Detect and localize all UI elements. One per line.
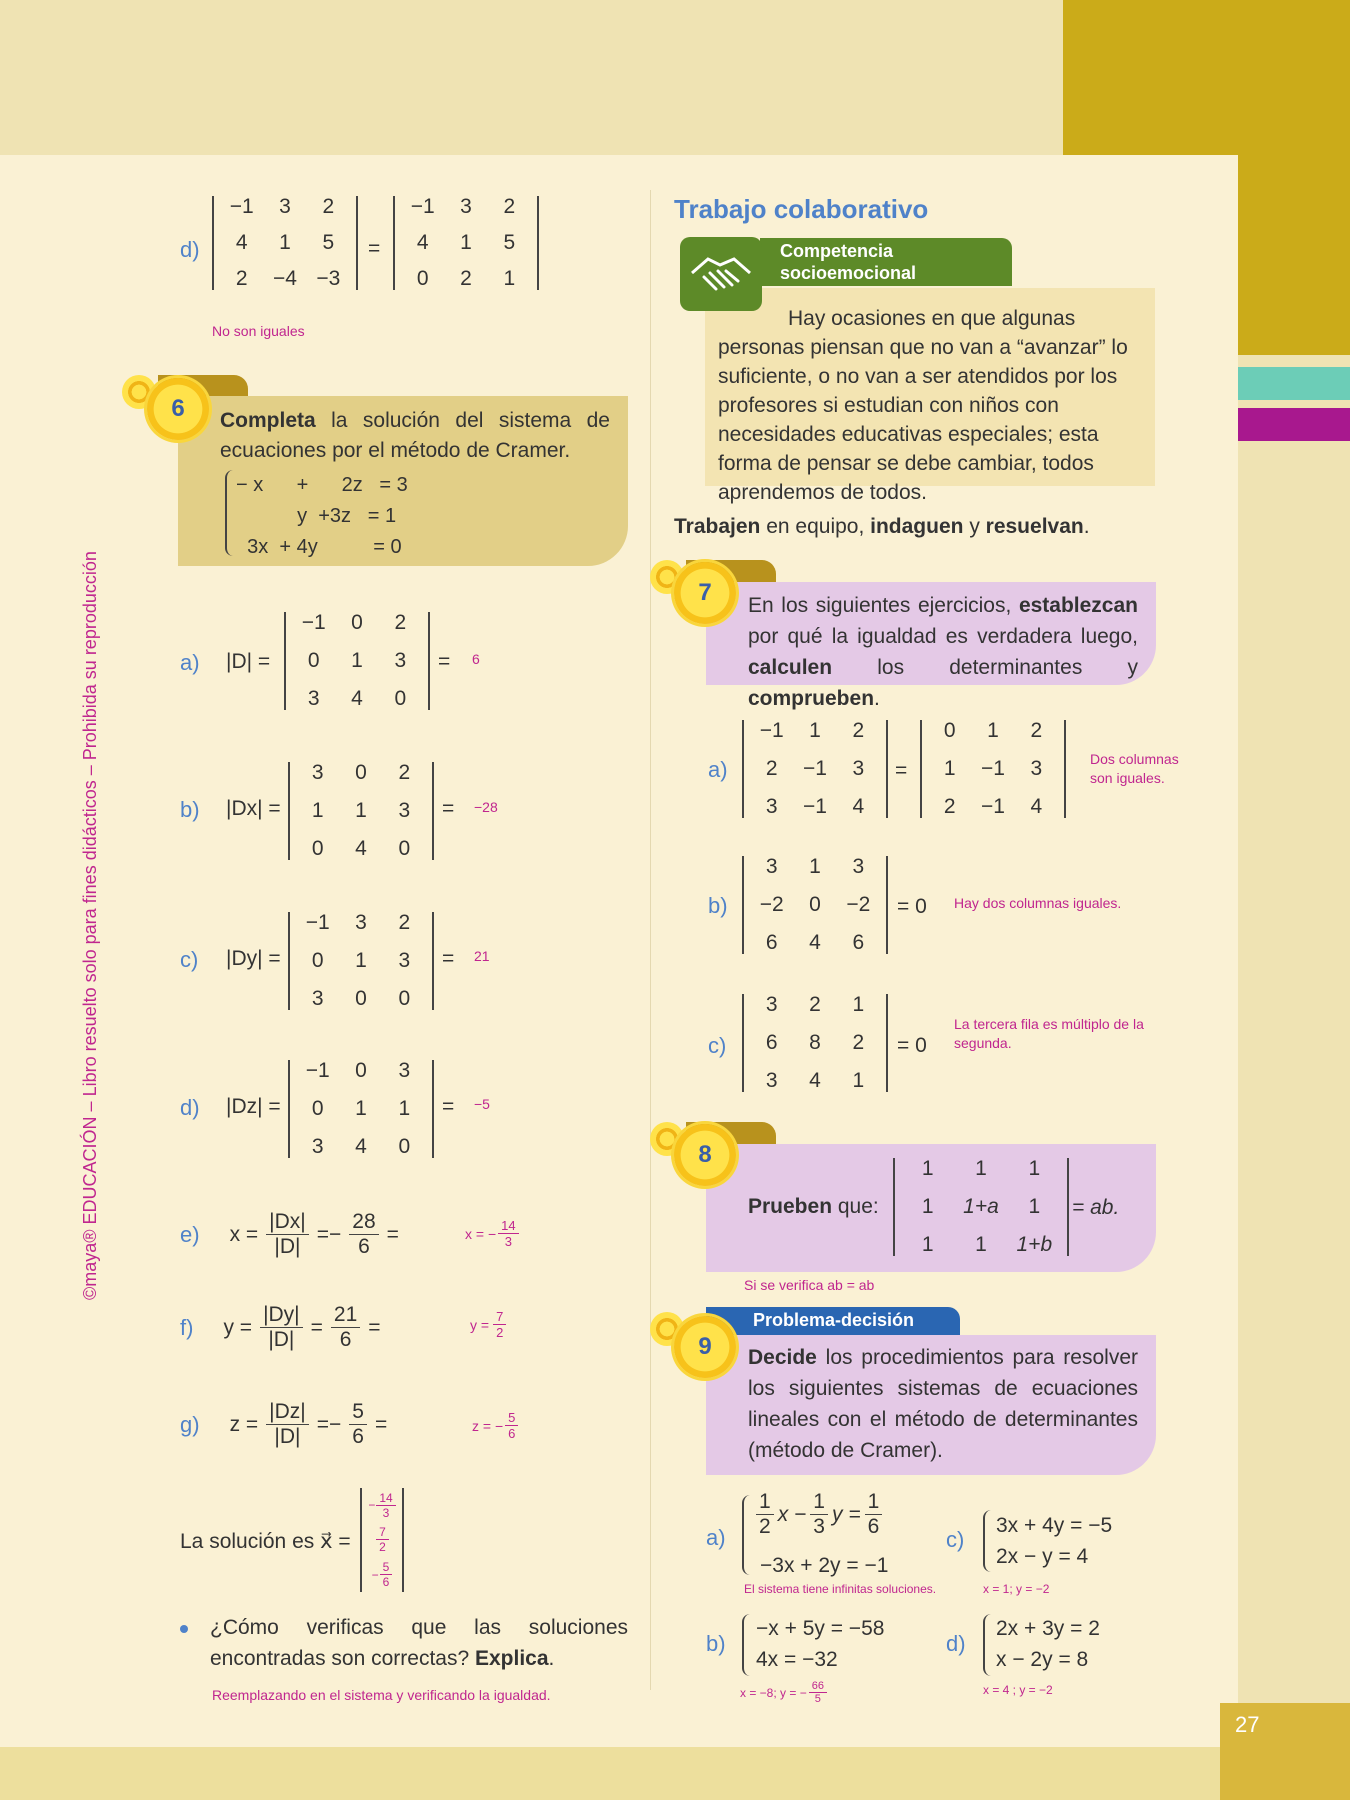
ex6-c-answer: 21 xyxy=(474,948,490,964)
equals: = xyxy=(442,1095,455,1118)
ex7-text: En los siguientes ejercicios, establezcan por qué la igualdad es verdadera luego, calculen los determinantes y comprueben. xyxy=(748,594,1138,710)
ex6-a-matrix: −1 0 2 0 1 3 3 4 0 xyxy=(284,612,430,710)
ex9-text: Decide los procedimientos para resolver los siguientes sistemas de ecuaciones lineales con el método de determinantes (método de Cramer). xyxy=(748,1346,1138,1462)
ex9-number: 9 xyxy=(674,1316,736,1378)
matrix-left: −1 3 2 4 1 5 2 −4 −3 xyxy=(212,196,358,290)
ex6-c-lhs: |Dy| = xyxy=(226,947,281,970)
ex9-a-eq1: $\frac{1}{2}$ x − $\frac{1}{3}$ y = $\frac{1}{6}$ xyxy=(756,1490,882,1539)
page-number: 27 xyxy=(1235,1712,1260,1737)
collab-title: Trabajo colaborativo xyxy=(674,194,929,224)
magenta-tab xyxy=(1238,408,1350,441)
brace xyxy=(983,1510,993,1572)
system-brace xyxy=(225,470,235,556)
ex7-c-matrix: 3 2 1 6 8 2 3 4 1 xyxy=(742,994,888,1092)
answer-text: No son iguales xyxy=(212,323,305,339)
side-copyright: ©maya® EDUCACIÓN – Libro resuelto solo para fines didácticos – Prohibida su reproducción xyxy=(80,551,100,1300)
column-divider xyxy=(650,190,651,1690)
brace xyxy=(983,1614,993,1676)
equals: = xyxy=(442,797,455,820)
equals-zero: = 0 xyxy=(897,1034,927,1057)
bottom-band xyxy=(0,1747,1238,1800)
matrix-right: −1 3 2 4 1 5 0 2 1 xyxy=(393,196,539,290)
ex6-a-answer: 6 xyxy=(472,651,480,667)
equals: = xyxy=(368,237,381,260)
ex9-b-eq1: −x + 5y = −58 xyxy=(756,1617,885,1640)
ex6-question: ¿Cómo verificas que las soluciones encontradas son correctas? Explica. xyxy=(210,1616,628,1670)
ex6-b-answer: −28 xyxy=(474,799,498,815)
ex6-b-matrix: 3 0 2 1 1 3 0 4 0 xyxy=(288,762,434,860)
ex7-c-answer: La tercera fila es múltiplo de la segunda. xyxy=(954,1016,1144,1051)
equals-zero: = 0 xyxy=(897,895,927,918)
ex6-g-answer: z = − $\frac{5}{6}$ xyxy=(472,1410,518,1441)
ex6-c-label: c) xyxy=(180,947,199,972)
ex7-c-label: c) xyxy=(708,1033,727,1058)
ex9-d-eq1: 2x + 3y = 2 xyxy=(996,1617,1100,1640)
right-margin xyxy=(1238,355,1350,1800)
ex9-b-label: b) xyxy=(706,1631,726,1656)
ex6-d-matrix: −1 0 3 0 1 1 3 4 0 xyxy=(288,1060,434,1158)
ex9-a-answer: El sistema tiene infinitas soluciones. xyxy=(744,1582,937,1596)
ex7-a-label: a) xyxy=(708,757,728,782)
ex6-a-lhs: |D| = xyxy=(226,650,271,673)
ex7-b-matrix: 3 1 3 −2 0 −2 6 4 6 xyxy=(742,856,888,954)
ex7-a-left-matrix: −1 1 2 2 −1 3 3 −1 4 xyxy=(742,720,888,818)
ex6-d-answer: −5 xyxy=(474,1096,490,1112)
ex6-b-label: b) xyxy=(180,797,200,822)
ex9-c-label: c) xyxy=(946,1527,965,1552)
ex7-b-label: b) xyxy=(708,893,728,918)
ex6-e-answer: x = − $\frac{14}{3}$ xyxy=(465,1218,519,1249)
handshake-icon xyxy=(680,237,762,311)
solution-label: La solución es x⃗ = xyxy=(180,1530,351,1553)
ex6-d-label: d) xyxy=(180,1095,200,1120)
competence-text: Hay ocasiones en que algunas personas piensan que no van a “avanzar” lo suficiente, o no van a ser atendidos por los profesores si estudian con niños con necesidades educativas especiales; esta forma de pensar se debe cambiar, todos aprendemos de todos. xyxy=(718,307,1128,504)
equals: = xyxy=(438,650,451,673)
ex6-e: e) x = $\frac{|Dx|}{|D|}$ =− $\frac{28}{6}$ = xyxy=(180,1210,399,1258)
ex9-c-eq1: 3x + 4y = −5 xyxy=(996,1514,1113,1537)
ex8-number: 8 xyxy=(674,1124,736,1186)
ex6-a-label: a) xyxy=(180,650,200,675)
ex9-c-eq2: 2x − y = 4 xyxy=(996,1545,1089,1568)
ex8-matrix: 1 1 1 1 1+a 1 1 1 1+b xyxy=(893,1158,1069,1256)
ex6-b-lhs: |Dx| = xyxy=(226,797,281,820)
teal-tab xyxy=(1238,367,1350,400)
ex9-d-answer: x = 4 ; y = −2 xyxy=(983,1683,1053,1697)
ex6-d-lhs: |Dz| = xyxy=(226,1095,281,1118)
ex9-b-answer: x = −8; y = − $\frac{66}{5}$ xyxy=(740,1680,827,1705)
ex9-b-eq2: 4x = −32 xyxy=(756,1648,838,1671)
ex7-a-right-matrix: 0 1 2 1 −1 3 2 −1 4 xyxy=(920,720,1066,818)
equals: = xyxy=(442,947,455,970)
solution-vector: − $\frac{14}{3}$ $\frac{7}{2}$ − $\frac{5}{6}$ xyxy=(360,1488,404,1592)
ex6-number: 6 xyxy=(147,378,209,440)
ex8-lead: Prueben que: xyxy=(748,1195,879,1218)
equals: = xyxy=(895,759,908,782)
ex7-number: 7 xyxy=(674,562,736,624)
ex8-answer: Si se verifica ab = ab xyxy=(744,1277,875,1293)
ex9-header: Problema-decisión xyxy=(706,1307,960,1335)
ex9-a-eq2: −3x + 2y = −1 xyxy=(760,1554,889,1577)
competence-header: Competencia socioemocional xyxy=(760,238,1012,286)
bullet-icon xyxy=(180,1625,188,1633)
ex6-g: g) z = $\frac{|Dz|}{|D|}$ =− $\frac{5}{6}$ = xyxy=(180,1400,388,1448)
ex9-d-eq2: x − 2y = 8 xyxy=(996,1648,1089,1671)
ex6-c-matrix: −1 3 2 0 1 3 3 0 0 xyxy=(288,912,434,1010)
ex9-a-label: a) xyxy=(706,1525,726,1550)
ex7-b-answer: Hay dos columnas iguales. xyxy=(954,895,1122,911)
ex6-question-answer: Reemplazando en el sistema y verificando la igualdad. xyxy=(212,1687,551,1703)
ex6-instruction: Completa la solución del sistema de ecuaciones por el método de Cramer. xyxy=(220,409,610,462)
ex6-f-answer: y = $\frac{7}{2}$ xyxy=(470,1309,506,1340)
item-d-label: d) xyxy=(180,237,200,262)
brace xyxy=(742,1614,752,1676)
ex6-system: − x + 2z = 3 y +3z = 1 3x + 4y = 0 xyxy=(236,474,408,558)
ex7-a-answer: Dos columnas son iguales. xyxy=(1090,751,1179,786)
ex9-d-label: d) xyxy=(946,1631,966,1656)
ex8-tail: = ab. xyxy=(1072,1196,1120,1219)
ex6-f: f) y = $\frac{|Dy|}{|D|}$ = $\frac{21}{6}$ = xyxy=(180,1303,381,1351)
collab-instruction: Trabajen en equipo, indaguen y resuelvan. xyxy=(674,515,1090,538)
ex9-c-answer: x = 1; y = −2 xyxy=(983,1582,1050,1596)
brace xyxy=(742,1495,752,1575)
